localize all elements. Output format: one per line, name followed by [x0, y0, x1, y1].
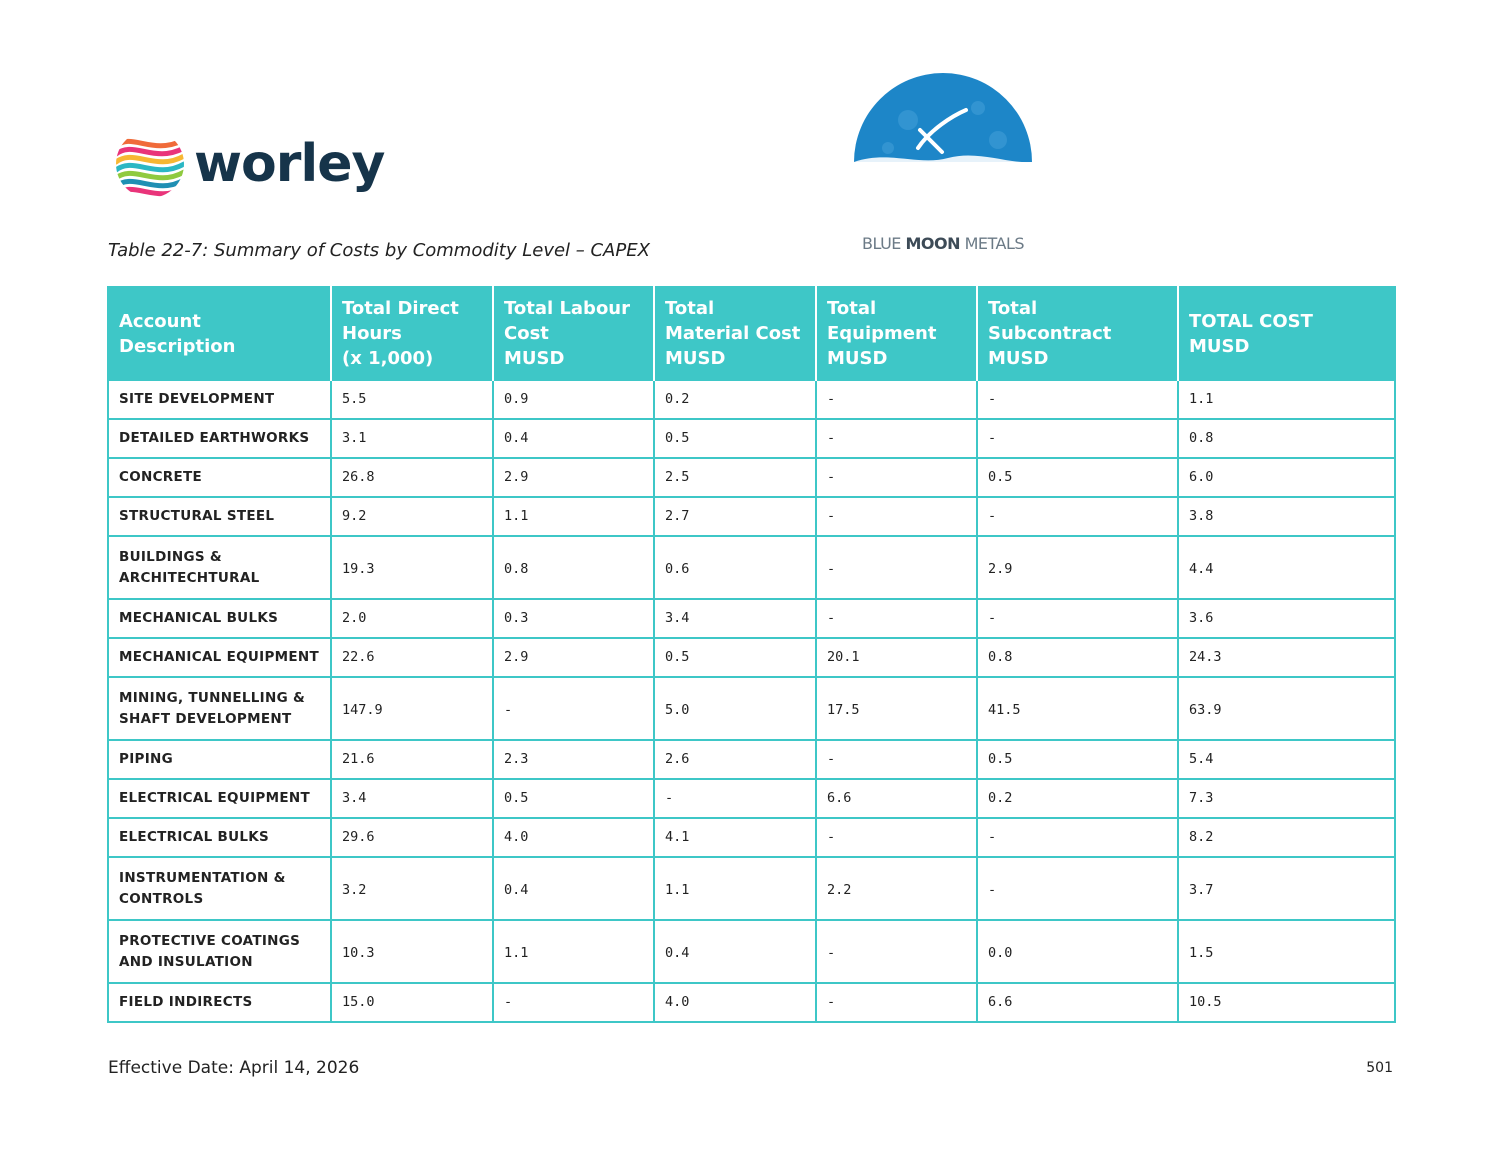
header-line: Total Labour: [504, 298, 630, 319]
cell-subcontract: -: [977, 857, 1178, 920]
cell-total-cost: 7.3: [1178, 779, 1395, 818]
cell-labour-cost: 0.9: [493, 380, 654, 419]
cell-labour-cost: 2.9: [493, 458, 654, 497]
cell-equipment: -: [816, 536, 977, 599]
blue-moon-metals-logo: [848, 70, 1038, 253]
description-line: ELECTRICAL BULKS: [119, 829, 270, 845]
cell-labour-cost: 0.3: [493, 599, 654, 638]
cell-account-description: [108, 380, 331, 419]
cell-labour-cost: 1.1: [493, 497, 654, 536]
table-row: [108, 599, 1395, 638]
table-row: [108, 458, 1395, 497]
header-line: (x 1,000): [342, 348, 434, 369]
cell-account-description: [108, 497, 331, 536]
description-line: MINING, TUNNELLING &: [119, 689, 306, 706]
cell-total-cost: 5.4: [1178, 740, 1395, 779]
cell-material-cost: 0.6: [654, 536, 816, 599]
cell-equipment: 2.2: [816, 857, 977, 920]
cell-material-cost: 2.6: [654, 740, 816, 779]
header-line: MUSD: [504, 348, 565, 369]
table-row: [108, 677, 1395, 740]
cell-subcontract: -: [977, 497, 1178, 536]
cell-labour-cost: 0.4: [493, 857, 654, 920]
description-line: FIELD INDIRECTS: [119, 994, 253, 1010]
table-row: [108, 818, 1395, 857]
cell-account-description: [108, 419, 331, 458]
cell-direct-hours: 147.9: [331, 677, 493, 740]
worley-swirl-icon: [112, 126, 188, 202]
cell-subcontract: 0.5: [977, 740, 1178, 779]
table-row: [108, 983, 1395, 1022]
table-row: [108, 740, 1395, 779]
header-account-description: [108, 287, 331, 380]
cell-direct-hours: 3.4: [331, 779, 493, 818]
cell-material-cost: 0.4: [654, 920, 816, 983]
cell-direct-hours: 10.3: [331, 920, 493, 983]
cell-direct-hours: 9.2: [331, 497, 493, 536]
cell-equipment: -: [816, 983, 977, 1022]
header-line: Total Direct: [342, 298, 459, 319]
cell-material-cost: 3.4: [654, 599, 816, 638]
cell-total-cost: 3.7: [1178, 857, 1395, 920]
cell-labour-cost: 1.1: [493, 920, 654, 983]
table-row: [108, 536, 1395, 599]
cell-subcontract: 6.6: [977, 983, 1178, 1022]
cell-subcontract: 0.2: [977, 779, 1178, 818]
header-line: Total: [988, 298, 1038, 319]
cell-account-description: [108, 983, 331, 1022]
cell-labour-cost: 0.5: [493, 779, 654, 818]
cell-total-cost: 1.1: [1178, 380, 1395, 419]
description-line: PIPING: [119, 751, 174, 767]
description-line: CONCRETE: [119, 469, 203, 485]
cell-direct-hours: 3.1: [331, 419, 493, 458]
cell-total-cost: 4.4: [1178, 536, 1395, 599]
cell-account-description: [108, 677, 331, 740]
description-line: MECHANICAL EQUIPMENT: [119, 649, 320, 665]
description-line: PROTECTIVE COATINGS: [119, 932, 301, 949]
cell-equipment: 6.6: [816, 779, 977, 818]
description-line: INSTRUMENTATION &: [119, 869, 286, 886]
table-header-row: [108, 287, 1395, 380]
description-line: SITE DEVELOPMENT: [119, 391, 275, 407]
cell-equipment: -: [816, 458, 977, 497]
header-line: Cost: [504, 323, 549, 344]
header-labour-cost: [493, 287, 654, 380]
description-line: CONTROLS: [119, 890, 204, 907]
effective-date: Effective Date: April 14, 2026: [108, 1058, 360, 1078]
header-line: MUSD: [827, 348, 888, 369]
header-total-cost: [1178, 287, 1395, 380]
cell-direct-hours: 29.6: [331, 818, 493, 857]
table-row: [108, 638, 1395, 677]
cell-material-cost: 1.1: [654, 857, 816, 920]
description-line: AND INSULATION: [119, 953, 253, 970]
cell-subcontract: 41.5: [977, 677, 1178, 740]
header-line: Total: [827, 298, 877, 319]
cell-subcontract: 0.0: [977, 920, 1178, 983]
header-subcontract: [977, 287, 1178, 380]
header-line: Total: [665, 298, 715, 319]
cell-material-cost: 4.0: [654, 983, 816, 1022]
table-caption: Table 22-7: Summary of Costs by Commodity Level – CAPEX: [108, 240, 650, 261]
table-row: [108, 779, 1395, 818]
cell-account-description: [108, 458, 331, 497]
header-line: Material Cost: [665, 323, 801, 344]
description-line: BUILDINGS &: [119, 548, 222, 565]
cell-material-cost: -: [654, 779, 816, 818]
cell-labour-cost: 2.3: [493, 740, 654, 779]
cell-direct-hours: 19.3: [331, 536, 493, 599]
header-material-cost: [654, 287, 816, 380]
cell-labour-cost: 4.0: [493, 818, 654, 857]
cell-equipment: -: [816, 599, 977, 638]
cell-subcontract: 0.5: [977, 458, 1178, 497]
table-row: [108, 419, 1395, 458]
cell-equipment: -: [816, 419, 977, 458]
cell-direct-hours: 26.8: [331, 458, 493, 497]
cell-account-description: [108, 536, 331, 599]
cell-subcontract: 0.8: [977, 638, 1178, 677]
description-line: ARCHITECHTURAL: [119, 569, 260, 586]
cell-labour-cost: -: [493, 983, 654, 1022]
moon-pickaxe-icon: [848, 70, 1038, 190]
cell-direct-hours: 3.2: [331, 857, 493, 920]
cell-direct-hours: 5.5: [331, 380, 493, 419]
description-line: DETAILED EARTHWORKS: [119, 430, 310, 446]
cell-material-cost: 2.5: [654, 458, 816, 497]
header-line: MUSD: [988, 348, 1049, 369]
cell-total-cost: 10.5: [1178, 983, 1395, 1022]
header-equipment: [816, 287, 977, 380]
cell-labour-cost: 0.8: [493, 536, 654, 599]
description-line: MECHANICAL BULKS: [119, 610, 279, 626]
cell-account-description: [108, 818, 331, 857]
cell-total-cost: 6.0: [1178, 458, 1395, 497]
cell-material-cost: 0.5: [654, 638, 816, 677]
worley-logo: [112, 124, 412, 204]
cell-material-cost: 5.0: [654, 677, 816, 740]
cell-material-cost: 2.7: [654, 497, 816, 536]
cell-labour-cost: 0.4: [493, 419, 654, 458]
worley-wordmark: worley: [194, 134, 385, 194]
cell-direct-hours: 21.6: [331, 740, 493, 779]
cell-subcontract: -: [977, 380, 1178, 419]
header-line: Equipment: [827, 323, 937, 344]
cell-account-description: [108, 599, 331, 638]
description-line: STRUCTURAL STEEL: [119, 508, 275, 524]
header-line: Subcontract: [988, 323, 1112, 344]
cell-equipment: 17.5: [816, 677, 977, 740]
header-line: TOTAL COST: [1189, 310, 1313, 332]
cell-subcontract: -: [977, 599, 1178, 638]
blue-moon-wordmark: BLUE MOON METALS: [861, 234, 1025, 253]
cell-material-cost: 0.5: [654, 419, 816, 458]
header-line: MUSD: [665, 348, 726, 369]
cell-total-cost: 63.9: [1178, 677, 1395, 740]
cell-direct-hours: 22.6: [331, 638, 493, 677]
cell-total-cost: 8.2: [1178, 818, 1395, 857]
cell-total-cost: 0.8: [1178, 419, 1395, 458]
cell-direct-hours: 2.0: [331, 599, 493, 638]
table-row: [108, 380, 1395, 419]
header-line: Description: [119, 335, 236, 357]
header-direct-hours: [331, 287, 493, 380]
table-row: [108, 920, 1395, 983]
cell-total-cost: 24.3: [1178, 638, 1395, 677]
cell-equipment: -: [816, 497, 977, 536]
cell-material-cost: 4.1: [654, 818, 816, 857]
cell-subcontract: 2.9: [977, 536, 1178, 599]
page-number: 501: [1366, 1060, 1393, 1076]
cell-subcontract: -: [977, 419, 1178, 458]
header-line: Hours: [342, 323, 402, 344]
cell-account-description: [108, 857, 331, 920]
cell-labour-cost: -: [493, 677, 654, 740]
capex-cost-table: [107, 286, 1396, 1023]
cell-direct-hours: 15.0: [331, 983, 493, 1022]
description-line: SHAFT DEVELOPMENT: [119, 710, 292, 727]
cell-total-cost: 3.6: [1178, 599, 1395, 638]
cell-equipment: -: [816, 818, 977, 857]
header-line: Account: [119, 310, 201, 332]
cell-equipment: 20.1: [816, 638, 977, 677]
cell-equipment: -: [816, 740, 977, 779]
cell-material-cost: 0.2: [654, 380, 816, 419]
cell-total-cost: 1.5: [1178, 920, 1395, 983]
cell-equipment: -: [816, 920, 977, 983]
cell-total-cost: 3.8: [1178, 497, 1395, 536]
cell-account-description: [108, 638, 331, 677]
cell-equipment: -: [816, 380, 977, 419]
cell-account-description: [108, 920, 331, 983]
cell-labour-cost: 2.9: [493, 638, 654, 677]
cell-account-description: [108, 779, 331, 818]
cell-account-description: [108, 740, 331, 779]
table-row: [108, 857, 1395, 920]
header-line: MUSD: [1189, 335, 1250, 357]
cell-subcontract: -: [977, 818, 1178, 857]
description-line: ELECTRICAL EQUIPMENT: [119, 790, 310, 806]
table-row: [108, 497, 1395, 536]
